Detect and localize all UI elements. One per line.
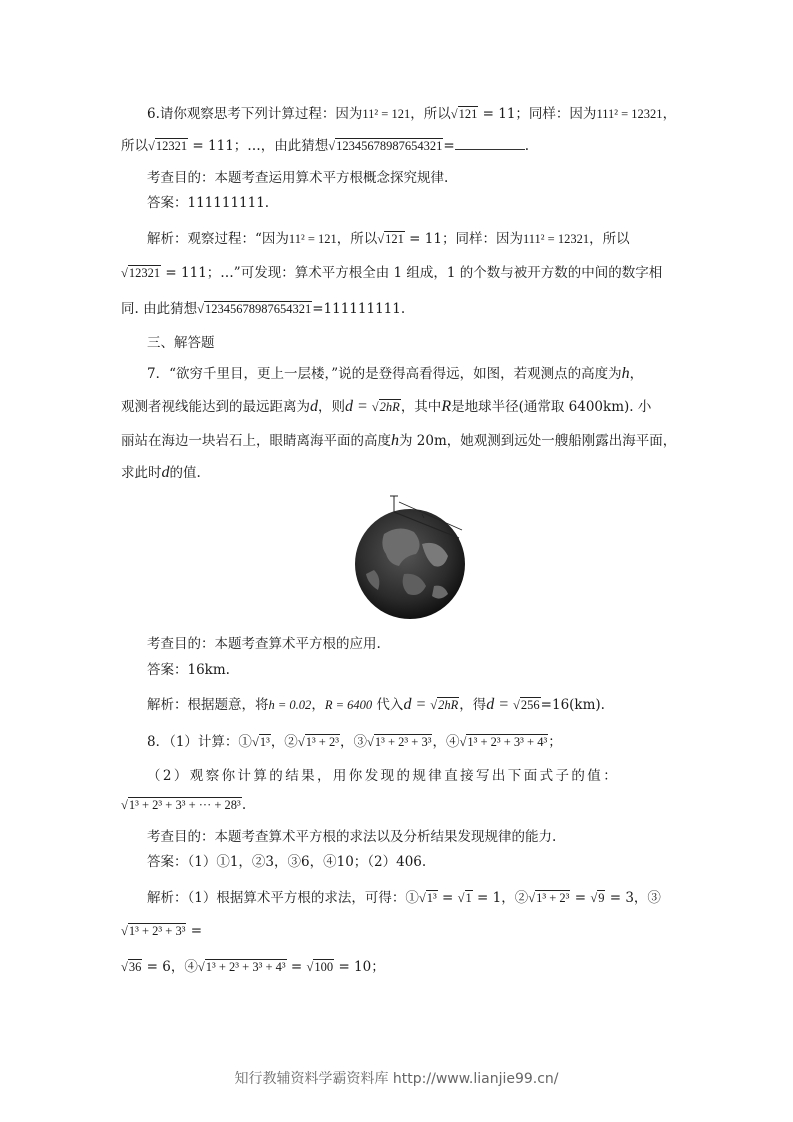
text: ，所以 (336, 231, 378, 247)
radicand: 1 (465, 891, 472, 905)
q6-line-1 (147, 104, 707, 124)
text: 7．“欲穷千里目，更上一层楼，”说的是登得高看得远，如图，若观测点的高度为 (147, 366, 622, 382)
text: ， (662, 106, 677, 122)
sqrt: √2hR (371, 400, 400, 414)
sqrt: √9 (590, 891, 605, 905)
text: = (443, 138, 455, 154)
radicand: 1³ + 2³ + 3³ (128, 924, 186, 938)
sqrt: √1³ (251, 735, 270, 749)
text: = 111；…”可发现：算术平方根全由 1 组成，1 的个数与被开方数的中间的数字相 (161, 265, 663, 281)
text: 6.请你观察思考下列计算过程：因为 (147, 106, 363, 122)
text: 观测者视线能达到的最远距离为 (121, 399, 310, 415)
q6-line-2 (121, 136, 681, 156)
text: 代入 (372, 697, 404, 713)
sqrt: √1³ + 2³ + 3³ + ··· + 28³ (121, 798, 241, 812)
text: ， (629, 366, 644, 382)
text: = (570, 890, 591, 906)
q6-purpose: 考查目的：本题考查运用算术平方根概念探究规律. (147, 170, 449, 186)
q8-purpose: 考查目的：本题考查算术平方根的求法以及分析结果发现规律的能力. (147, 829, 557, 845)
math: R = 6400 (324, 698, 373, 712)
variable: d = (486, 696, 514, 713)
math: 11² = 121 (362, 107, 411, 121)
text: ， (311, 697, 325, 713)
sqrt: √121 (450, 107, 478, 121)
radicand: 121 (458, 107, 478, 121)
math: 11² = 121 (288, 232, 337, 246)
q7-analysis (147, 695, 707, 715)
q8-line-2: （2）观察你计算的结果，用你发现的规律直接写出下面式子的值： (147, 768, 620, 784)
text: = 11；同样：因为 (478, 106, 597, 122)
sqrt: √121 (377, 232, 404, 246)
text: = (186, 923, 203, 939)
sqrt: √12345678987654321 (197, 302, 312, 316)
text: = 6，④ (142, 959, 198, 975)
q8-line-1 (147, 732, 707, 752)
footer-watermark: 知行教辅资料学霸资料库 http://www.lianjie99.cn/ (234, 1071, 559, 1087)
sqrt: √12321 (121, 266, 161, 280)
text: 解析：根据题意，将 (147, 697, 269, 713)
text: 解析：观察过程：“因为 (147, 231, 289, 247)
text: 为 20m，她观测到远处一艘船刚露出海平面， (399, 433, 677, 449)
variable: R (441, 398, 452, 415)
radicand: 100 (314, 960, 334, 974)
variable: h (621, 365, 630, 382)
radicand: 1³ + 2³ + 3³ + 4³ (467, 735, 548, 749)
radicand: 1³ + 2³ + 3³ + 4³ (205, 960, 286, 974)
radicand: 9 (598, 891, 605, 905)
q8-answer: 答案：（1）①1，②3，③6，④10；（2）406. (147, 854, 427, 870)
text: ，③ (339, 734, 367, 750)
radicand: 1³ (426, 891, 437, 905)
radicand: 1³ + 2³ (305, 735, 339, 749)
globe-figure (344, 494, 474, 622)
text: ，所以 (589, 231, 630, 247)
q7-purpose: 考查目的：本题考查算术平方根的应用. (147, 636, 381, 652)
radicand: 12321 (128, 266, 161, 280)
text: 所以 (121, 138, 148, 154)
text: 求此时 (121, 465, 162, 481)
text: 解析：（1）根据算术平方根的求法，可得：① (147, 890, 419, 906)
variable: d (161, 464, 170, 481)
q7-line-4 (121, 463, 681, 483)
text: ，④ (432, 734, 460, 750)
variable: d = (403, 696, 431, 713)
radicand: 1³ + 2³ + 3³ + ··· + 28³ (128, 798, 241, 812)
q6-analysis-1 (147, 229, 707, 249)
text: ，所以 (410, 106, 451, 122)
answer-blank (455, 137, 525, 150)
sqrt: √1³ + 2³ + 3³ (366, 735, 432, 749)
q8-analysis-3 (121, 957, 681, 977)
sqrt: √1³ + 2³ (528, 891, 570, 905)
q7-line-2 (121, 397, 681, 417)
sqrt: √256 (513, 698, 540, 712)
radicand: 36 (128, 960, 142, 974)
text: = 11；同样：因为 (404, 231, 523, 247)
text: = 10； (334, 959, 385, 975)
q7-line-3 (121, 431, 681, 451)
text: = 1，② (472, 890, 529, 906)
text: . (241, 797, 247, 813)
radicand: 2hR (438, 698, 459, 712)
sqrt: √1³ + 2³ + 3³ (121, 924, 186, 938)
radicand: 12345678987654321 (204, 302, 312, 316)
math: h = 0.02 (268, 698, 312, 712)
sqrt: √12321 (148, 139, 188, 153)
q7-line-1 (147, 364, 707, 384)
radicand: 256 (520, 698, 540, 712)
text: = 3，③ (605, 890, 661, 906)
variable: d (310, 398, 318, 415)
math: 111² = 12321 (596, 107, 663, 121)
text: ，② (270, 734, 298, 750)
sqrt: √1 (457, 891, 472, 905)
text: =111111111. (312, 301, 406, 317)
radicand: 2hR (379, 400, 400, 414)
sqrt: √100 (306, 960, 334, 974)
sqrt: √1³ + 2³ (297, 735, 339, 749)
radicand: 12321 (155, 139, 188, 153)
text: = (286, 959, 307, 975)
text: ，其中 (400, 399, 442, 415)
text: ，则 (318, 399, 345, 415)
text: 丽站在海边一块岩石上，眼睛离海平面的高度 (121, 433, 391, 449)
radicand: 1³ (259, 735, 270, 749)
math: 111² = 12321 (522, 232, 590, 246)
q8-analysis-1 (147, 888, 707, 908)
radicand: 1³ + 2³ (536, 891, 570, 905)
sqrt: √2hR (430, 698, 459, 712)
earth-icon (344, 494, 474, 622)
q6-analysis-2 (121, 263, 681, 283)
section-title: 三、解答题 (147, 335, 215, 351)
text: 8．（1）计算：① (147, 734, 252, 750)
sqrt: √12345678987654321 (328, 139, 443, 153)
text: 同. 由此猜想 (121, 301, 198, 317)
q7-answer: 答案：16km. (147, 662, 230, 678)
sqrt: √36 (121, 960, 142, 974)
text: 是地球半径(通常取 6400km). 小 (451, 399, 652, 415)
variable: h (391, 432, 399, 449)
text: = 111；…，由此猜想 (188, 138, 329, 154)
text: = (437, 890, 458, 906)
sqrt: √1³ (418, 891, 437, 905)
q6-answer: 答案：111111111. (147, 195, 270, 211)
text: ； (548, 734, 562, 750)
text: . (524, 138, 530, 154)
q6-analysis-3 (121, 299, 681, 319)
sqrt: √1³ + 2³ + 3³ + 4³ (197, 960, 286, 974)
text: 的值. (169, 465, 201, 481)
q8-analysis-2 (121, 921, 681, 941)
text: =16(km). (540, 697, 605, 713)
text: ，得 (459, 697, 487, 713)
sqrt: √1³ + 2³ + 3³ + 4³ (459, 735, 548, 749)
radicand: 1³ + 2³ + 3³ (374, 735, 432, 749)
q8-line-3 (121, 795, 681, 815)
variable: d = (345, 398, 372, 415)
radicand: 12345678987654321 (336, 139, 443, 153)
radicand: 121 (385, 232, 404, 246)
